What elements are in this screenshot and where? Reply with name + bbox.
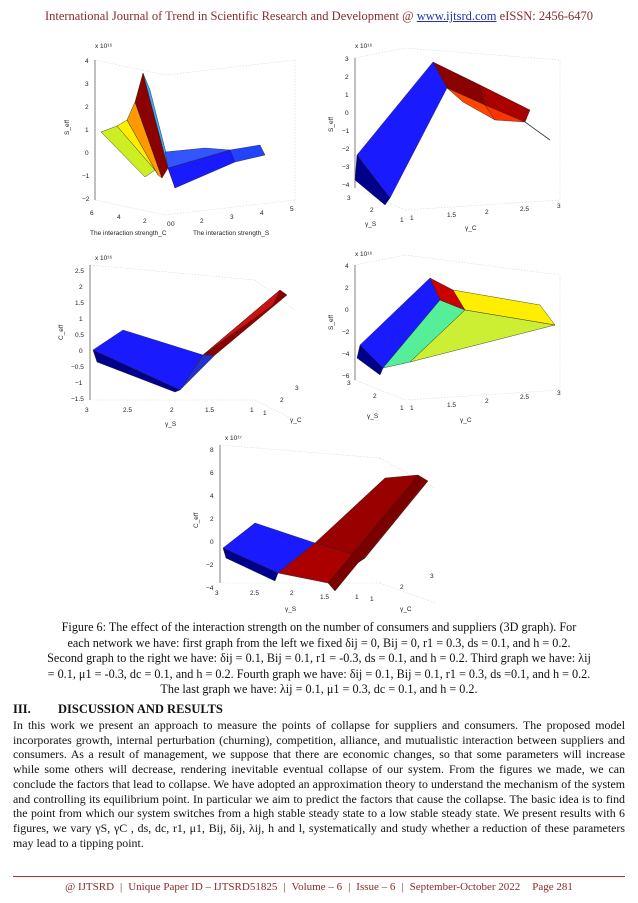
plot-2-xtick: 1 [400,217,404,224]
plot-2-xlabel: γ_S [365,221,377,228]
plot-3-ztick: 2.5 [75,268,85,275]
plot-4-ztick: 4 [345,263,349,270]
header-suffix: eISSN: 2456-6470 [496,9,594,23]
plot-3-ztick: −1 [75,380,83,387]
plot-3-ztick: 2 [79,284,83,291]
caption-line: Figure 6: The effect of the interaction strength on the number of consumers and suppliers (3D graph). For [61,620,577,634]
plot-3 [55,250,305,440]
section-title: DISCUSSION AND RESULTS [58,702,223,716]
plot-2-ztick: 2 [345,74,349,81]
plot-1 [55,40,305,240]
plot-1-zlabel: S_eff [64,119,71,135]
plot-3-ztick: 1.5 [75,300,85,307]
plot-4-yticks [410,390,561,412]
plot-2-ytick: 1 [410,215,414,222]
plot-3-zticks [71,268,84,403]
plot-1-ztick: 2 [85,104,89,111]
plot-5-yticks [370,573,434,603]
plot-3-zlabel: C_eff [58,324,65,340]
plot-2-xticks [347,195,404,224]
plot-1-xticks [90,210,171,228]
plot-2-ytick: 1.5 [447,212,457,219]
plot-1-yticks [171,206,294,228]
plot-1-xlabel: The interaction strength_C [90,230,167,237]
plot-5-ztick: 6 [210,470,214,477]
plot-4-exponent: x 10¹⁶ [355,251,373,258]
plot-4-ztick: −6 [342,373,350,380]
caption-line: Second graph to the right we have: δij = 0.1, Bij = 0.1, r1 = -0.3, ds = 0.1, and h = 0.2. Third graph we have: λij [47,651,591,666]
plot-5-ylabel: γ_C [400,606,412,613]
plot-3-ztick: 1 [79,316,83,323]
plot-1-ytick: 3 [230,214,234,221]
plot-3-exponent: x 10¹⁶ [95,255,113,262]
plot-2-zticks [342,56,350,189]
plot-1-ztick: −2 [82,196,90,203]
plot-3-xtick: 2.5 [123,407,133,414]
plot-2 [325,40,575,240]
footer-date: September-October 2022 [409,881,521,893]
plot-1-ytick: 4 [260,210,264,217]
plot-4-ytick: 1.5 [447,402,457,409]
plot-1-ylabel: The interaction strength_S [193,230,270,237]
plot-5-ztick: 4 [210,493,214,500]
plot-3-ytick: 2 [280,397,284,404]
plot-4-ztick: 0 [345,307,349,314]
footer-paper-id: Unique Paper ID – IJTSRD51825 [128,881,278,893]
plot-2-exponent: x 10¹⁶ [355,43,373,50]
surface-face [203,290,280,355]
plot-4-xlabel: γ_S [367,413,379,420]
plot-2-ztick: −3 [342,164,350,171]
plot-1-ytick: 0 [171,221,175,228]
body-paragraph: In this work we present an approach to measure the points of collapse for suppliers and consumers. The proposed model incorporates growth, internal perturbation (churning), competition, alliance, and mutualistic interaction between suppliers and consumers. As a result of management, we suppose that there are economic changes, so that some parameters will increase while some others will decrease, rendering inevitable eventual collapse of our system. From the figures we made, we can conclude the factors that lead to collapse. We have adopted an approximation theory to understand the mechanism of the system and controlling its equilibrium point. In particular we aim to predict the factors that cause the collapse. The basic idea is to find the point from which our system switches from a high stable steady state to a low stable steady state. We present results with 6 figures, we vary γS, γC , ds, dc, r1, μ1, Bij, δij, λij, h and l, systematically and study whether a reduction of these parameters may lead to a tipping point. [13,718,625,850]
plot-2-xtick: 2 [370,207,374,214]
plot-1-ytick: 5 [290,206,294,213]
plot-5-xticks [215,590,359,601]
plot-4-ytick: 1 [410,405,414,412]
page-footer: @ IJTSRD | Unique Paper ID – IJTSRD51825 | Volume – 6 | Issue – 6 | September-October 2022 Page 281 [65,881,573,893]
plot-2-xtick: 3 [347,195,351,202]
plot-3-ytick: 1 [263,410,267,417]
plot-3-ztick: 0.5 [75,332,85,339]
header-prefix: International Journal of Trend in Scientific Research and Development @ [44,9,417,23]
plot-1-zticks [82,58,90,203]
plot-1-ztick: 1 [85,127,89,134]
footer-issue: Issue – 6 [356,881,396,893]
footer-volume: Volume – 6 [291,881,343,893]
plot-1-ytick: 2 [200,218,204,225]
plot-3-xticks [85,407,254,414]
plot-1-ztick: −1 [82,173,90,180]
plot-2-ytick: 2 [485,209,489,216]
plot-5-ztick: −2 [206,562,214,569]
caption-line: The last graph we have: λij = 0.1, μ1 = 0.3, dc = 0.1, and h = 0.2. [160,682,478,697]
footer-page: Page 281 [532,881,573,893]
plot-1-ztick: 4 [85,58,89,65]
plot-2-svg [325,40,575,240]
plot-5-svg [190,433,450,618]
plot-3-yticks [263,385,299,417]
plot-5 [190,433,450,618]
plot-4-ztick: 2 [345,285,349,292]
plot-1-xtick: 2 [143,218,147,225]
plot-4-xtick: 3 [347,380,351,387]
plot-3-xtick: 2 [170,407,174,414]
caption-line: = 0.1, μ1 = -0.3, dc = 0.1, and h = 0.2. Fourth graph we have: δij = 0.1, Bij = 0.1, r1 = 0.3, ds =0.1, and h = 0.2. [47,666,591,681]
plot-2-zlabel: S_eff [328,116,335,132]
plot-2-ztick: 1 [345,92,349,99]
plot-5-xtick: 2 [290,590,294,597]
plot-4-ztick: −2 [342,329,350,336]
plot-5-xtick: 3 [215,590,219,597]
plot-3-xtick: 1 [250,407,254,414]
plot-2-ytick: 3 [557,203,561,210]
plot-4-xtick: 2 [373,393,377,400]
plot-1-ztick: 3 [85,81,89,88]
plot-3-ztick: −0.5 [71,364,84,371]
journal-link[interactable]: www.ijtsrd.com [416,9,497,23]
plot-2-ztick: 0 [345,110,349,117]
plot-5-xlabel: γ_S [285,606,297,613]
surface-face [230,145,265,162]
plot-3-ylabel: γ_C [290,417,302,424]
plot-1-xtick: 0 [167,221,171,228]
plot-5-exponent: x 10¹⁷ [225,435,242,442]
plot-5-ztick: −4 [206,585,214,592]
plot-2-ztick: −4 [342,182,350,189]
plot-5-ytick: 1 [370,596,374,603]
plot-4-ytick: 2.5 [520,394,530,401]
caption-line: each network we have: first graph from the left we fixed δij = 0, Bij = 0, r1 = 0.3, ds = 0.1, and h = 0.2. [67,635,571,650]
plot-4-zlabel: S_eff [328,314,335,330]
plot-5-zticks [206,447,214,592]
plot-3-ztick: −1.5 [71,396,84,403]
plot-5-ytick: 3 [430,573,434,580]
plot-5-xtick: 1 [355,594,359,601]
plot-4-zticks [342,263,350,380]
figure-caption [30,620,608,698]
plot-3-ztick: 0 [79,348,83,355]
plot-2-ytick: 2.5 [520,206,530,213]
section-heading [13,702,223,717]
plot-3-xtick: 3 [85,407,89,414]
plot-5-ztick: 2 [210,516,214,523]
plot-4-ylabel: γ_C [460,417,472,424]
plot-5-ytick: 2 [400,584,404,591]
plot-5-xtick: 1.5 [320,594,330,601]
section-number: III. [13,702,31,716]
footer-journal: @ IJTSRD [65,881,115,893]
plot-1-xtick: 4 [117,214,121,221]
plot-3-xtick: 1.5 [205,407,215,414]
plot-4 [325,250,575,440]
plot-4-svg [325,250,575,440]
footer-divider [13,876,625,877]
plot-3-ytick: 3 [295,385,299,392]
plot-2-yticks [410,203,561,222]
journal-header [0,9,638,24]
plot-2-ztick: 3 [345,56,349,63]
plot-5-ztick: 0 [210,539,214,546]
plot-1-xtick: 6 [90,210,94,217]
plot-5-zlabel: C_eff [193,512,200,528]
plot-2-ylabel: γ_C [465,225,477,232]
plot-1-ztick: 0 [85,150,89,157]
plot-4-xtick: 1 [400,405,404,412]
plot-5-ztick: 8 [210,447,214,454]
plot-3-svg [55,250,305,440]
plot-2-ztick: −2 [342,146,350,153]
plot-3-xlabel: γ_S [165,421,177,428]
plot-4-ytick: 3 [557,390,561,397]
plot-4-ytick: 2 [485,398,489,405]
plot-1-exponent: x 10¹⁶ [95,43,113,50]
plot-4-ztick: −4 [342,351,350,358]
plot-2-ztick: −1 [342,128,350,135]
plot-5-xtick: 2.5 [250,590,260,597]
plot-1-svg [55,40,305,240]
